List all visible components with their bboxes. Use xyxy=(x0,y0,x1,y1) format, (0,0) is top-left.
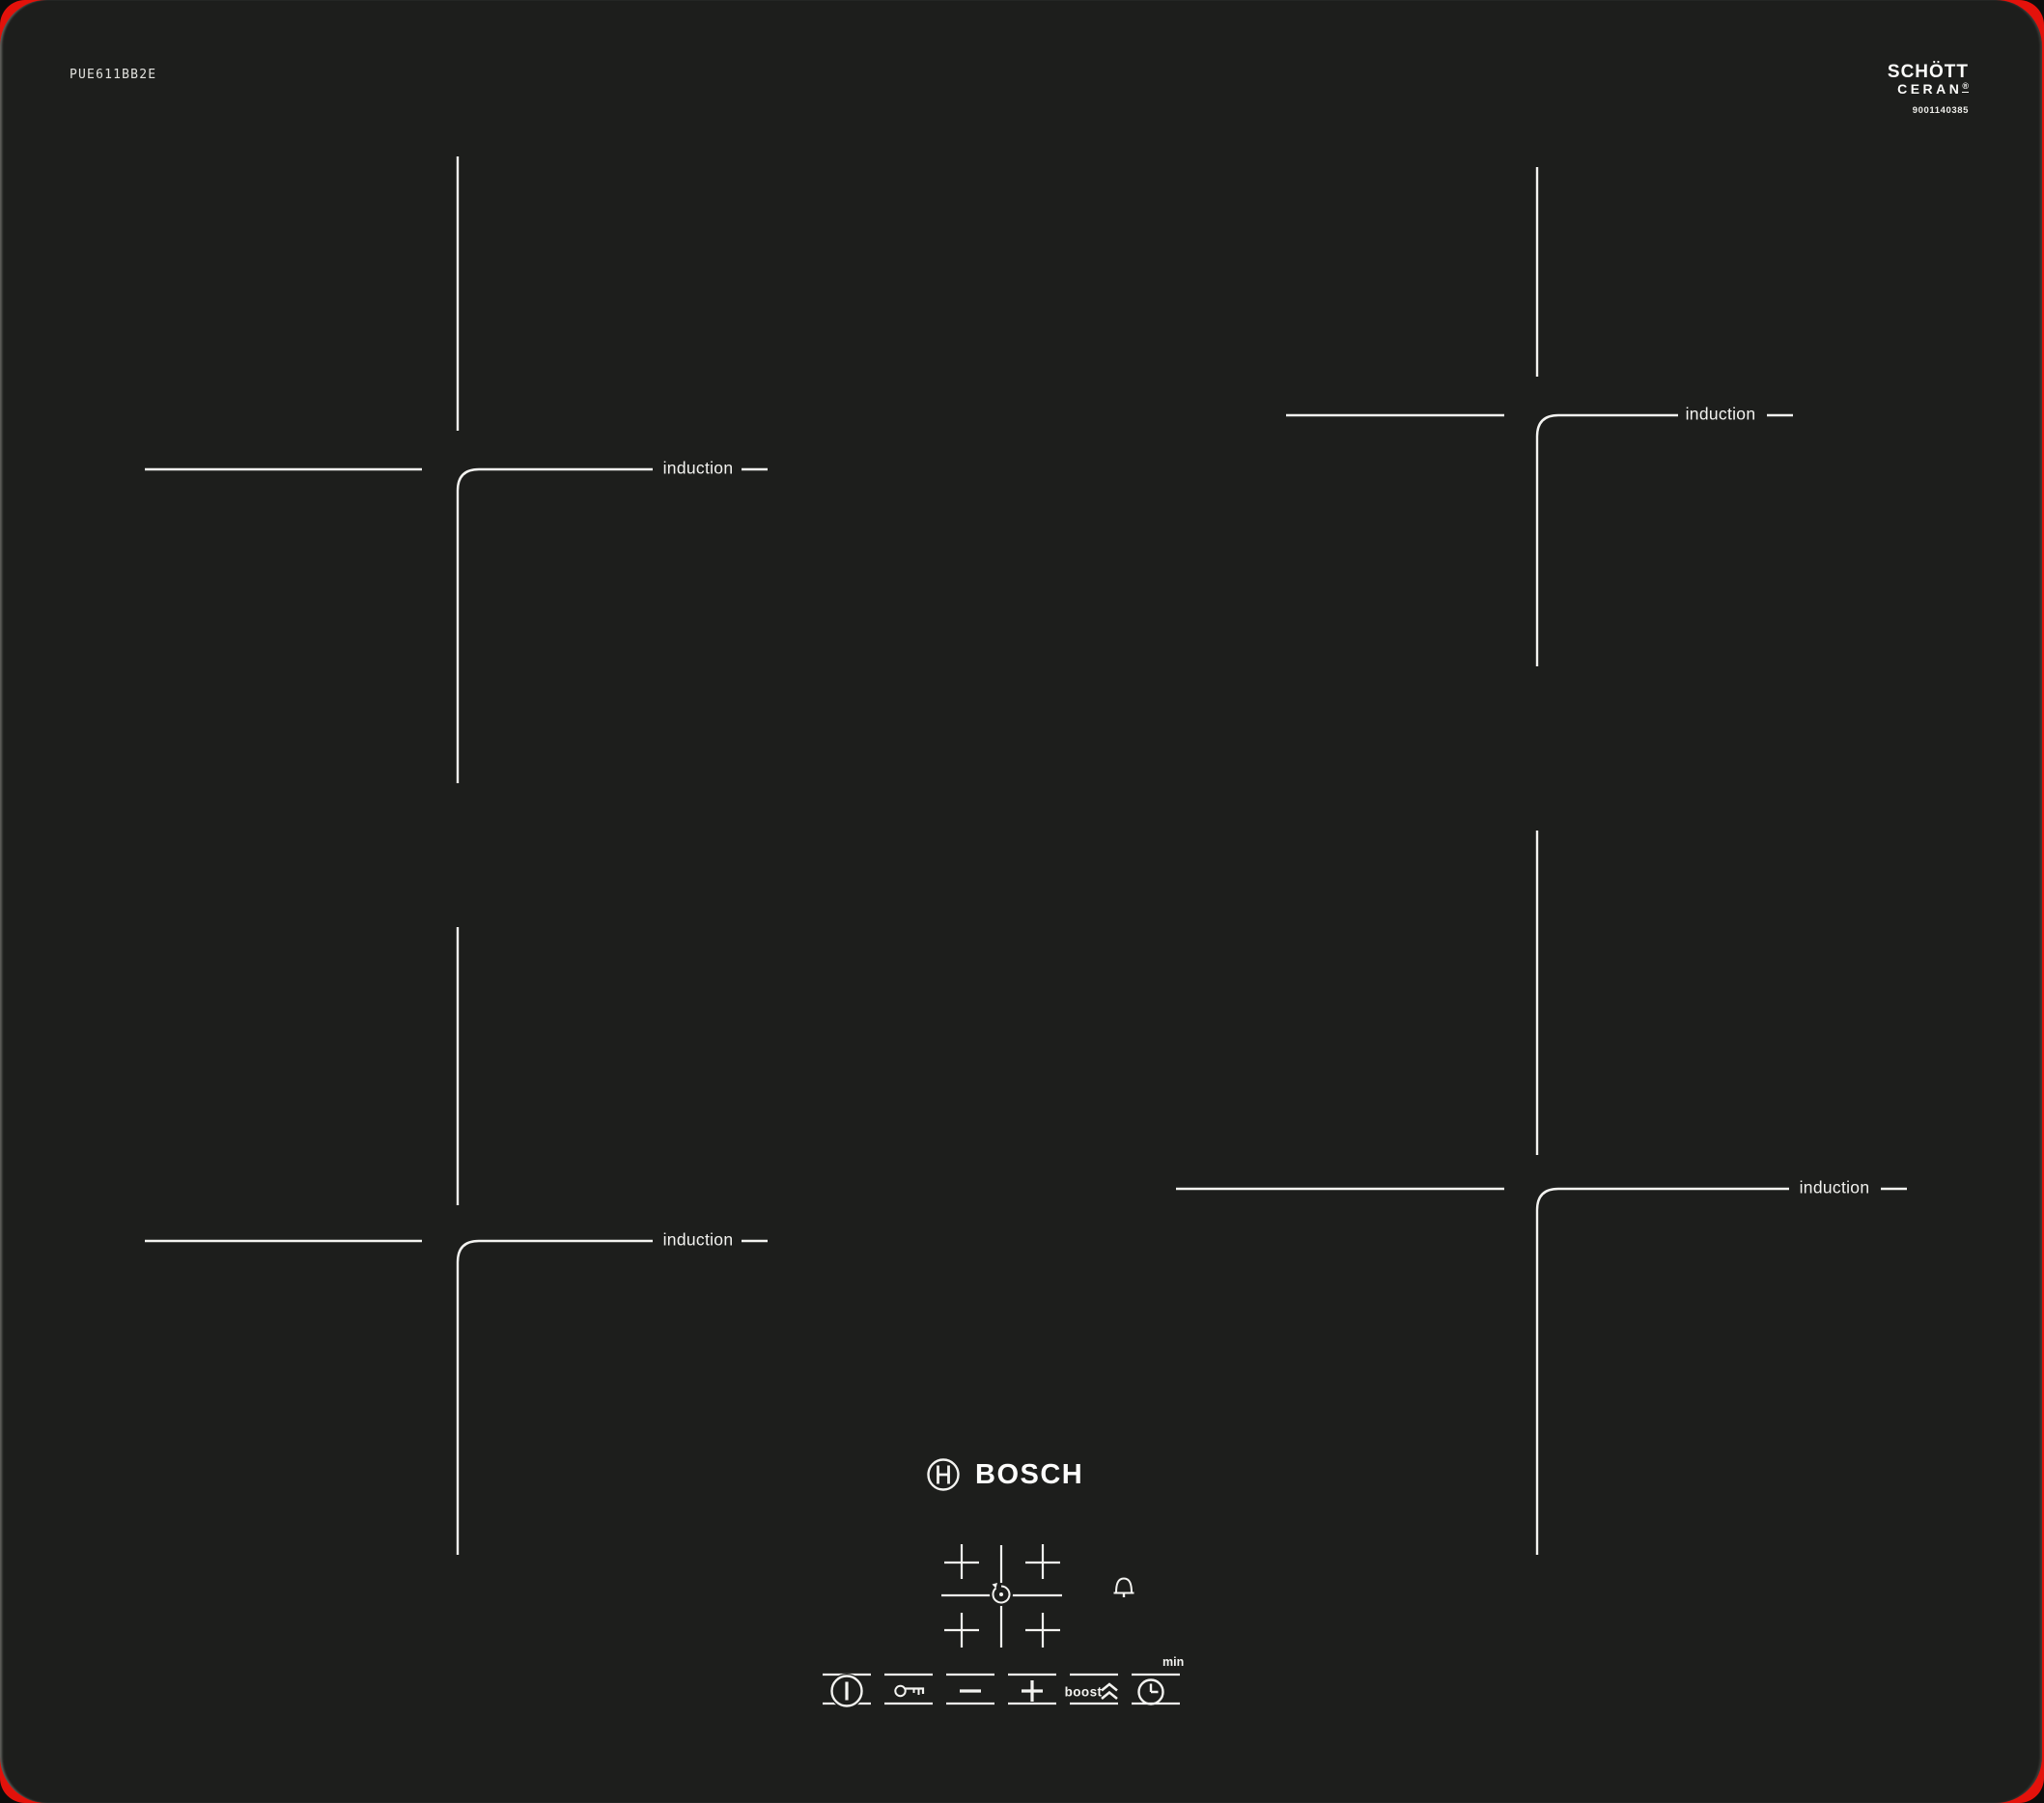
key-lock-button[interactable] xyxy=(878,1672,939,1706)
zone-marking-bottom-right xyxy=(1176,831,1907,1555)
registered-mark: ® xyxy=(1962,81,1969,91)
timer-rotate-icon xyxy=(990,1583,1013,1606)
zone-label-top-left: induction xyxy=(662,458,734,478)
model-number: PUE611BB2E xyxy=(70,68,157,82)
boost-button-label[interactable]: boost xyxy=(1064,1684,1103,1700)
increase-button[interactable] xyxy=(1001,1672,1063,1706)
ceran-wordmark: CERAN® xyxy=(1897,81,1969,97)
timer-unit-label: min xyxy=(1162,1655,1185,1669)
timer-button[interactable] xyxy=(1125,1672,1187,1706)
zone-label-top-right: induction xyxy=(1685,404,1756,424)
schott-ceran-logo xyxy=(1888,62,1969,116)
power-button[interactable] xyxy=(816,1672,878,1706)
bosch-wordmark: BOSCH xyxy=(975,1459,1084,1490)
zone-label-bottom-right: induction xyxy=(1799,1177,1870,1197)
serial-number: 9001140385 xyxy=(1912,105,1969,116)
zone-label-bottom-left: induction xyxy=(662,1229,734,1250)
schott-wordmark: SCHÖTT xyxy=(1887,62,1969,82)
bosch-logo-icon xyxy=(929,1460,959,1490)
decrease-button[interactable] xyxy=(939,1672,1001,1706)
boost-button[interactable] xyxy=(1063,1672,1125,1706)
bell-icon xyxy=(1114,1579,1134,1598)
